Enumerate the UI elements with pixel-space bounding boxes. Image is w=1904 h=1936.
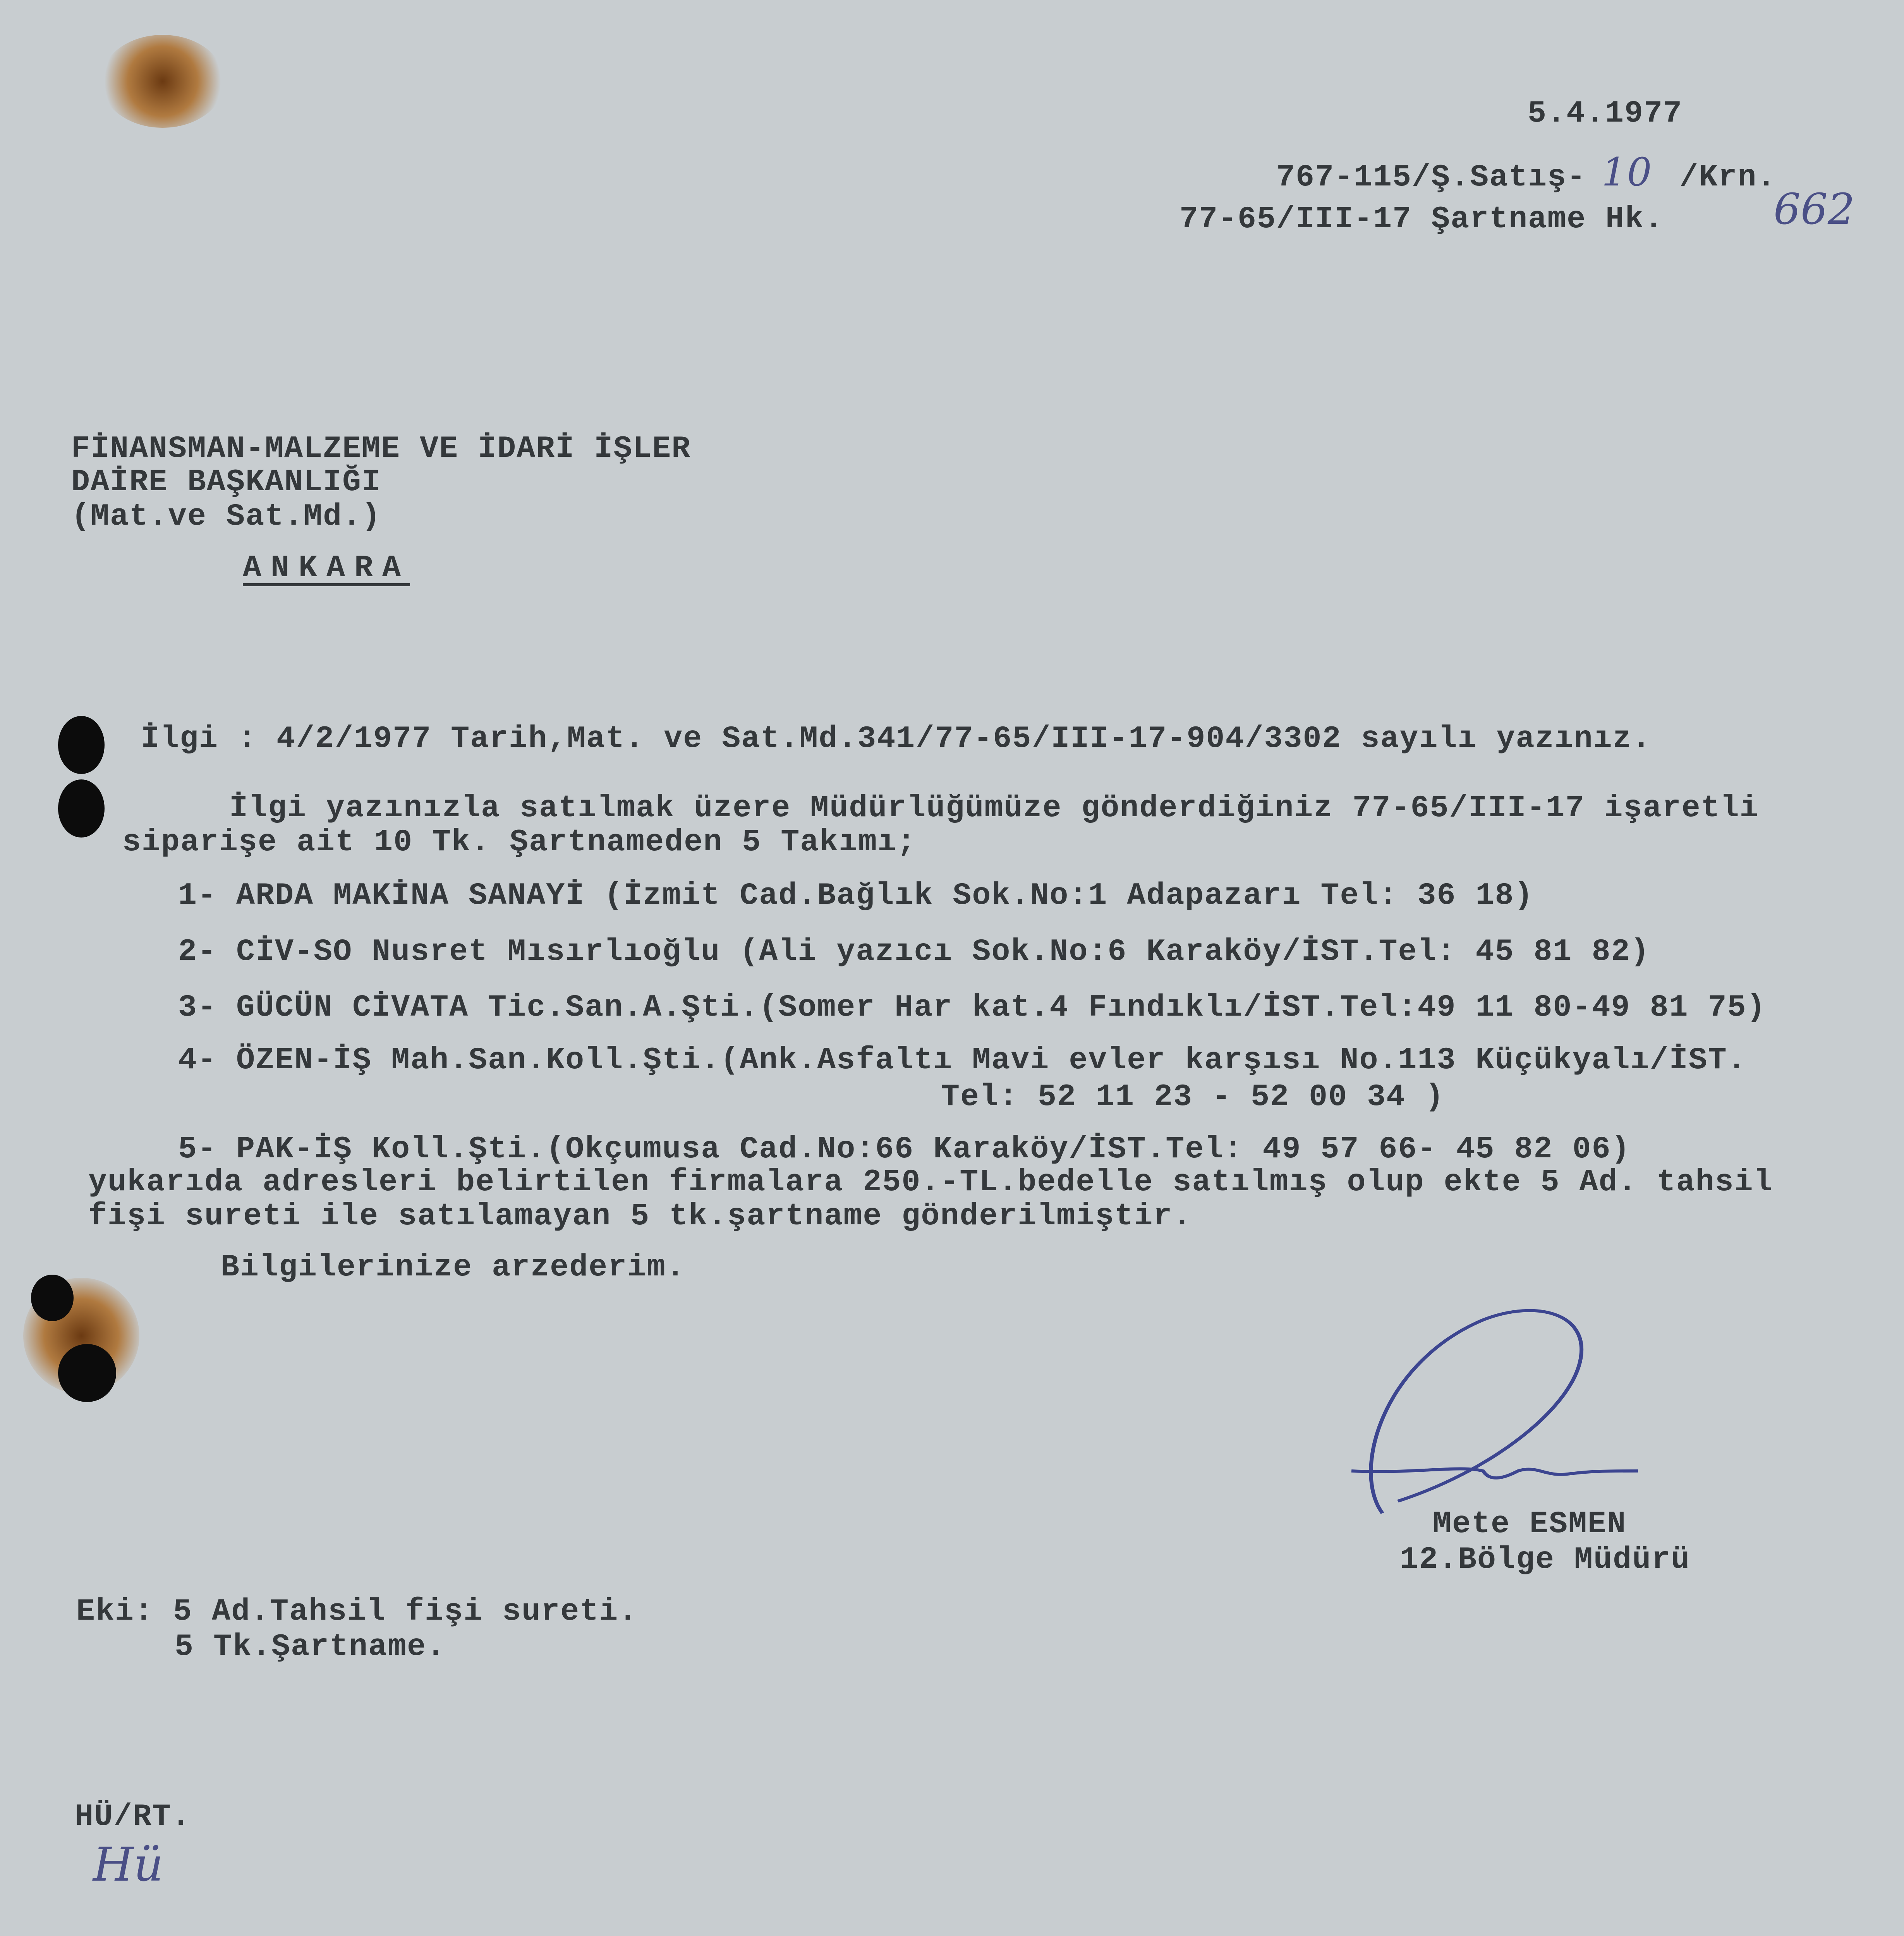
ref-suffix: /Krn. (1679, 160, 1777, 195)
punch-hole (31, 1275, 74, 1321)
addressee-city: ANKARA (243, 551, 410, 586)
addressee-line-1: FİNANSMAN-MALZEME VE İDARİ İŞLER (71, 431, 691, 467)
list-item: 5- PAK-İŞ Koll.Şti.(Okçumusa Cad.No:66 Karaköy/İST.Tel: 49 57 66- 45 82 06) (178, 1132, 1631, 1167)
reference-number (1276, 151, 1776, 195)
handwritten-initials: Hü (93, 1838, 163, 1892)
burn-mark (101, 35, 225, 128)
letter-subject: 77-65/III-17 Şartname Hk. (1179, 202, 1664, 237)
ref-handwritten: 10 (1602, 149, 1653, 195)
signature-scribble (1336, 1302, 1684, 1531)
reference-line: İlgi : 4/2/1977 Tarih,Mat. ve Sat.Md.341/77-65/III-17-904/3302 sayılı yazınız. (141, 721, 1652, 757)
signatory-name: Mete ESMEN (1433, 1507, 1627, 1542)
ref-prefix: 767-115/Ş.Satış- (1276, 160, 1586, 195)
punch-hole (58, 1344, 116, 1402)
handwritten-number: 662 (1774, 184, 1855, 234)
list-item: 2- CİV-SO Nusret Mısırlıoğlu (Ali yazıcı Sok.No:6 Karaköy/İST.Tel: 45 81 82) (178, 934, 1650, 970)
addressee-line-2: DAİRE BAŞKANLIĞI (71, 465, 381, 500)
paragraph-2-line-2: fişi sureti ile satılamayan 5 tk.şartname gönderilmiştir. (88, 1199, 1192, 1234)
closing: Bilgilerinize arzederim. (221, 1250, 686, 1285)
paragraph-2-line-1: yukarıda adresleri belirtilen firmalara 250.-TL.bedelle satılmış olup ekte 5 Ad. tahsil (88, 1165, 1773, 1200)
punch-hole (58, 716, 105, 774)
signatory-title: 12.Bölge Müdürü (1400, 1542, 1691, 1577)
list-item: 3- GÜCÜN CİVATA Tic.San.A.Şti.(Somer Har kat.4 Fındıklı/İST.Tel:49 11 80-49 81 75) (178, 990, 1766, 1025)
typist-initials: HÜ/RT. (75, 1799, 191, 1835)
list-item: 4- ÖZEN-İŞ Mah.San.Koll.Şti.(Ank.Asfaltı Mavi evler karşısı No.113 Küçükyalı/İST. (178, 1043, 1747, 1078)
addressee-line-3: (Mat.ve Sat.Md.) (71, 499, 381, 534)
attachments-line-2: 5 Tk.Şartname. (175, 1629, 446, 1665)
paragraph-1-line-2: siparişe ait 10 Tk. Şartnameden 5 Takımı; (122, 825, 917, 860)
list-item: 1- ARDA MAKİNA SANAYİ (İzmit Cad.Bağlık Sok.No:1 Adapazarı Tel: 36 18) (178, 878, 1534, 913)
attachments-line-1: Eki: 5 Ad.Tahsil fişi sureti. (76, 1594, 638, 1629)
punch-hole (58, 779, 105, 838)
letter-date: 5.4.1977 (1528, 96, 1683, 131)
list-item-continuation: Tel: 52 11 23 - 52 00 34 ) (941, 1080, 1445, 1115)
paragraph-1-line-1: İlgi yazınızla satılmak üzere Müdürlüğümüze gönderdiğiniz 77-65/III-17 işaretli (229, 791, 1759, 826)
